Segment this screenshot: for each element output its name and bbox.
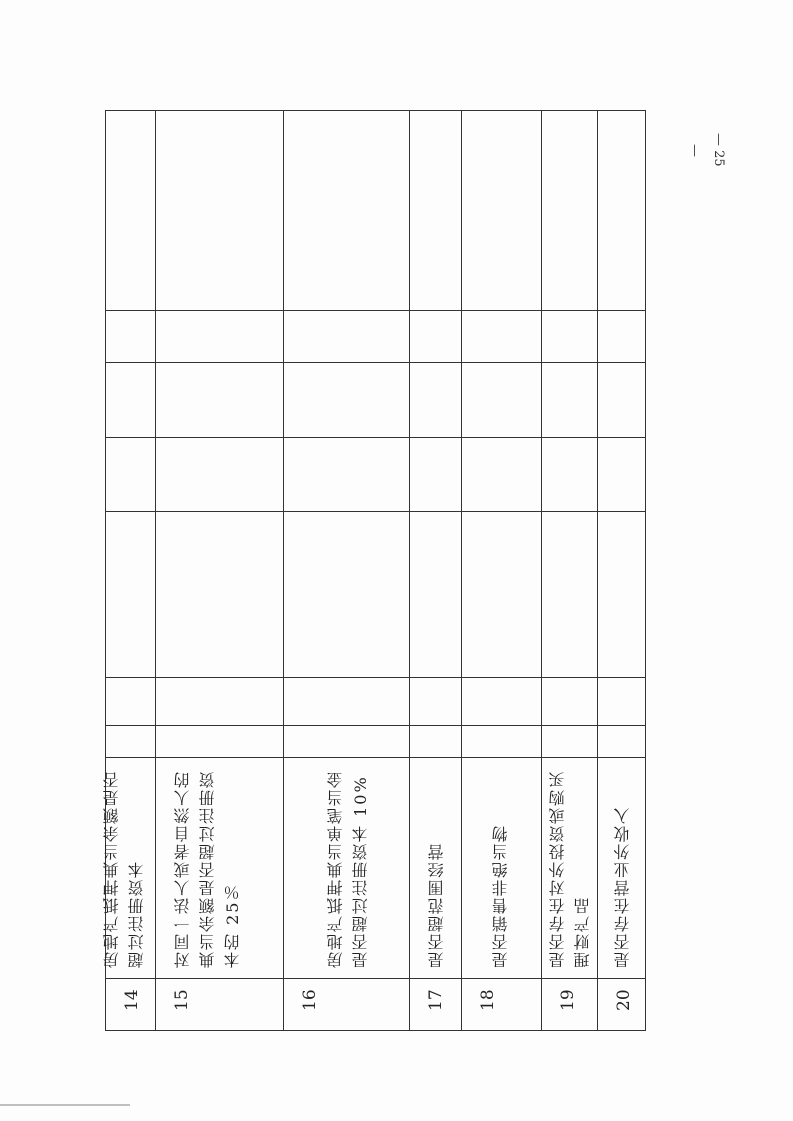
blank-cell <box>462 311 542 363</box>
blank-cell <box>156 363 284 438</box>
blank-cell <box>598 111 646 311</box>
item-text-row <box>106 758 646 979</box>
blank-cell <box>598 726 646 758</box>
blank-cell <box>284 363 410 438</box>
item-text: 是否存在对外投资或购买理财产品 <box>548 770 592 968</box>
blank-cell <box>542 111 598 311</box>
blank-cell <box>542 438 598 512</box>
blank-row <box>106 311 646 363</box>
item-text: 是否销售非绝当物 <box>491 824 510 968</box>
blank-cell <box>106 111 156 311</box>
item-text: 房地产抵押典当余额是否超过注册资本 <box>102 770 146 968</box>
blank-cell <box>598 438 646 512</box>
blank-cell <box>410 438 462 512</box>
item-text-cell <box>542 758 598 979</box>
item-number-cell <box>542 979 598 1031</box>
blank-cell <box>462 363 542 438</box>
scan-artifact-line <box>0 1104 130 1106</box>
blank-cell <box>462 512 542 678</box>
item-text-cell <box>156 758 284 979</box>
blank-row <box>106 111 646 311</box>
item-number-cell <box>410 979 462 1031</box>
item-number: 15 <box>172 989 192 1011</box>
blank-cell <box>598 678 646 726</box>
blank-cell <box>542 363 598 438</box>
item-number-cell <box>106 979 156 1031</box>
item-text-cell <box>102 758 156 979</box>
blank-cell <box>410 512 462 678</box>
blank-cell <box>598 363 646 438</box>
item-number-cell <box>156 979 284 1031</box>
item-number: 18 <box>478 989 498 1011</box>
inspection-table <box>102 110 646 1031</box>
item-text: 是否存在营业外收入 <box>613 806 632 968</box>
blank-cell <box>542 726 598 758</box>
blank-cell <box>156 311 284 363</box>
blank-cell <box>542 311 598 363</box>
blank-cell <box>410 311 462 363</box>
item-text-cell <box>462 758 542 979</box>
blank-cell <box>598 512 646 678</box>
blank-cell <box>156 111 284 311</box>
item-text-cell <box>598 758 646 979</box>
blank-cell <box>106 678 156 726</box>
blank-row <box>106 363 646 438</box>
blank-cell <box>284 111 410 311</box>
blank-cell <box>410 678 462 726</box>
item-text: 房地产抵押典当单笔当金是否超过注册资本 10% <box>326 770 370 968</box>
blank-cell <box>284 311 410 363</box>
blank-cell <box>156 678 284 726</box>
blank-cell <box>462 726 542 758</box>
blank-cell <box>106 512 156 678</box>
blank-cell <box>410 111 462 311</box>
item-number-row <box>106 979 646 1031</box>
blank-cell <box>106 726 156 758</box>
blank-row <box>106 438 646 512</box>
blank-cell <box>410 726 462 758</box>
blank-cell <box>106 363 156 438</box>
item-number-cell <box>598 979 646 1031</box>
blank-cell <box>156 726 284 758</box>
blank-cell <box>284 726 410 758</box>
blank-cell <box>462 111 542 311</box>
item-number: 16 <box>300 989 320 1011</box>
item-number: 20 <box>614 989 634 1011</box>
blank-cell <box>284 512 410 678</box>
item-text-cell <box>284 758 410 979</box>
item-text: 是否超范围经营 <box>427 842 446 968</box>
blank-cell <box>106 438 156 512</box>
blank-cell <box>410 363 462 438</box>
blank-cell <box>598 311 646 363</box>
item-text-cell <box>410 758 462 979</box>
blank-cell <box>542 512 598 678</box>
item-number-cell <box>462 979 542 1031</box>
blank-cell <box>156 438 284 512</box>
blank-cell <box>542 678 598 726</box>
blank-row <box>106 512 646 678</box>
item-number: 14 <box>122 989 142 1011</box>
page-number: — 25 — <box>687 133 726 167</box>
blank-cell <box>462 678 542 726</box>
item-text: 对同一法人或者自然人的典当余额是否超过注册资本的 25％ <box>173 770 242 968</box>
blank-cell <box>462 438 542 512</box>
blank-row <box>106 726 646 758</box>
blank-cell <box>284 678 410 726</box>
blank-cell <box>156 512 284 678</box>
blank-cell <box>284 438 410 512</box>
item-number: 17 <box>426 989 446 1011</box>
blank-cell <box>106 311 156 363</box>
blank-row <box>106 678 646 726</box>
item-number-cell <box>284 979 410 1031</box>
item-number: 19 <box>558 989 578 1011</box>
